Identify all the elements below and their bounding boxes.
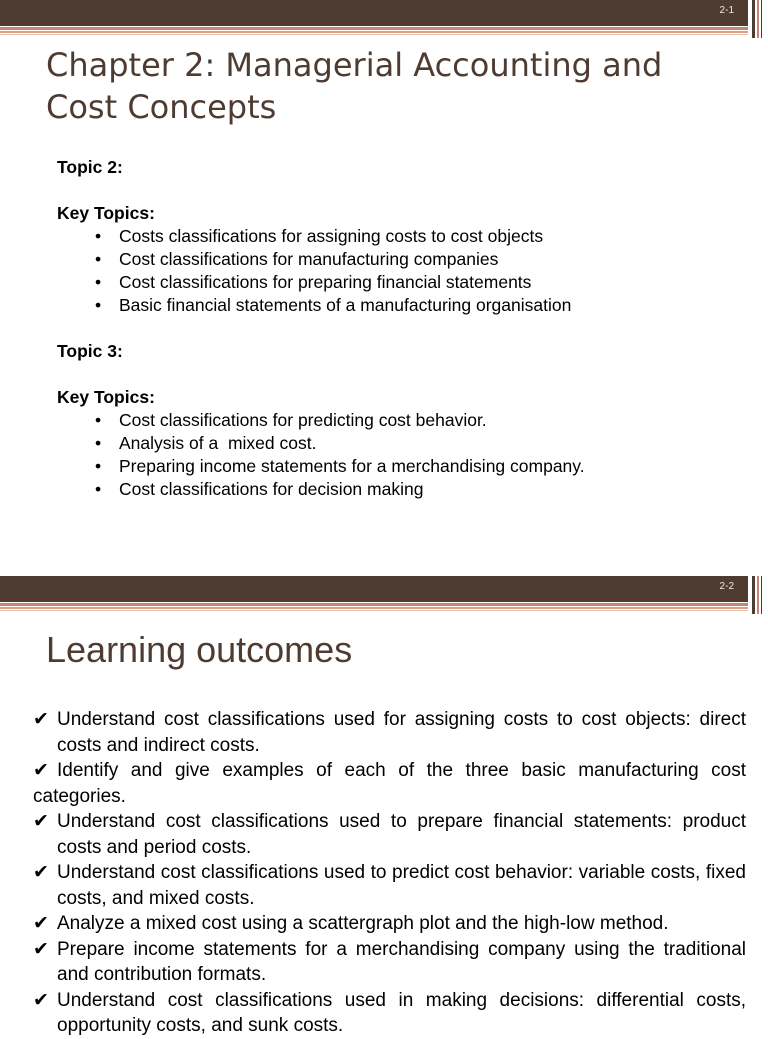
list-item: • Analysis of a mixed cost.	[95, 433, 317, 453]
list-item: • Cost classifications for preparing financial statements	[95, 272, 532, 292]
bullet-icon: •	[95, 295, 102, 315]
topic-3-heading: Topic 3:	[57, 341, 123, 361]
list-item: • Costs classifications for assigning costs to cost objects	[95, 226, 544, 246]
topic-2-heading: Topic 2:	[57, 157, 123, 177]
checkmark-icon: ✔	[33, 913, 49, 934]
bullet-icon: •	[95, 479, 102, 499]
bullet-icon: •	[95, 249, 102, 269]
list-item: ✔ Understand cost classifications used to prepare financial statements: product costs and period costs.	[33, 811, 746, 858]
slide-2	[0, 576, 768, 1036]
list-item: ✔ Understand cost classifications used to predict cost behavior: variable costs, fixed costs, and mixed costs.	[33, 862, 746, 909]
list-item: ✔ Analyze a mixed cost using a scattergraph plot and the high-low method.	[33, 911, 746, 937]
checkmark-icon: ✔	[33, 811, 49, 832]
list-item: ✔ Prepare income statements for a merchandising company using the traditional and contribution formats.	[33, 938, 746, 985]
learning-outcomes-list	[33, 707, 746, 1039]
list-item: • Cost classifications for predicting cost behavior.	[95, 410, 487, 430]
checkmark-icon: ✔	[33, 862, 49, 883]
list-item: ✔ Understand cost classifications used in making decisions: differential costs, opportunity costs, and sunk costs.	[33, 989, 746, 1036]
bullet-icon: •	[95, 272, 102, 292]
topic-2-list	[57, 225, 737, 317]
slide-number: 2-1	[719, 5, 734, 16]
slide-title: Learning outcomes	[46, 629, 353, 670]
checkmark-icon: ✔	[33, 709, 49, 730]
checkmark-icon: ✔	[33, 989, 49, 1011]
list-item: • Cost classifications for decision making	[95, 479, 424, 499]
bullet-icon: •	[95, 433, 102, 453]
slide-title: Chapter 2: Managerial Accounting and Cost Concepts	[46, 46, 663, 126]
list-item: ✔ Understand cost classifications used for assigning costs to cost objects: direct costs and indirect costs.	[33, 709, 746, 756]
list-item: • Cost classifications for manufacturing companies	[95, 249, 499, 269]
slide-number: 2-2	[719, 581, 734, 592]
list-item: • Preparing income statements for a merchandising company.	[95, 456, 585, 476]
checkmark-icon: ✔	[33, 760, 49, 781]
slide-header-band	[0, 576, 768, 614]
key-topics-label: Key Topics:	[57, 203, 155, 223]
checkmark-icon: ✔	[33, 938, 49, 960]
bullet-icon: •	[95, 226, 102, 246]
bullet-icon: •	[95, 456, 102, 476]
list-item: • Basic financial statements of a manufacturing organisation	[95, 295, 572, 315]
bullet-icon: •	[95, 410, 102, 430]
slide-header-band	[0, 0, 768, 38]
topic-3-list	[57, 409, 737, 501]
slide-body	[57, 156, 737, 501]
list-item: ✔ Identify and give examples of each of the three basic manufacturing cost categories.	[33, 760, 746, 807]
key-topics-label: Key Topics:	[57, 387, 155, 407]
